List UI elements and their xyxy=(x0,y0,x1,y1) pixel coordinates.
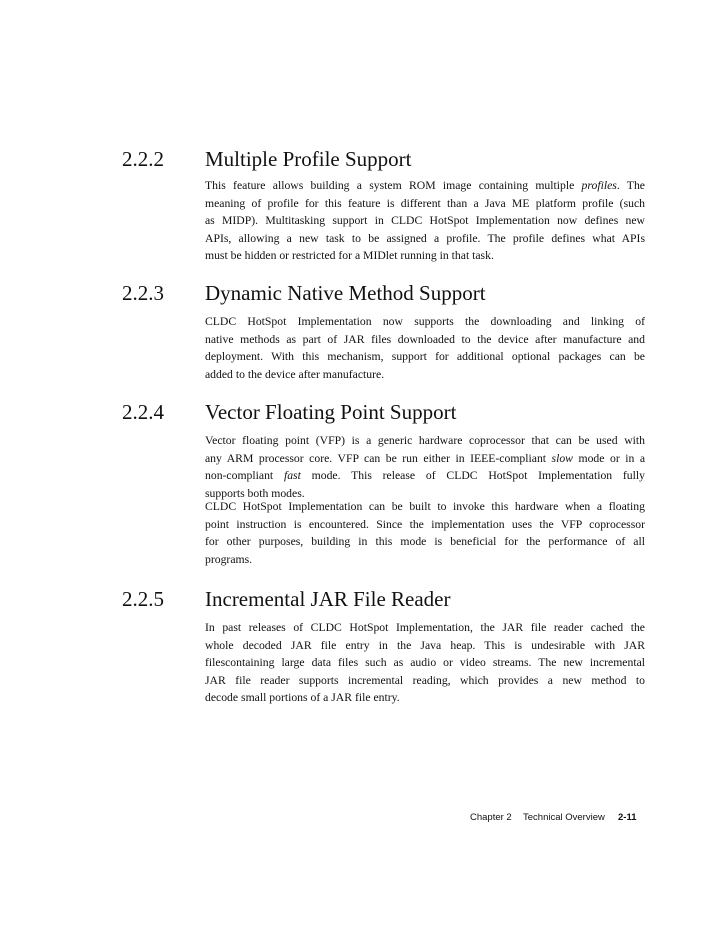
text-line: CLDC HotSpot Implementation can be built to invoke this hardware when a floating xyxy=(205,500,645,513)
page-footer xyxy=(0,810,728,826)
text-line: whole decoded JAR file entry in the Java heap. This is undesirable with JAR xyxy=(205,638,645,652)
section-heading: Vector Floating Point Support xyxy=(205,400,457,424)
text-line: This feature allows building a system ROM image containing multiple profiles. The xyxy=(205,179,645,192)
text-line: point instruction is encountered. Since the implementation uses the VFP coprocessor xyxy=(205,517,645,531)
section-number: 2.2.4 xyxy=(122,400,164,424)
section-paragraph xyxy=(205,619,645,707)
emphasized-term: profiles xyxy=(581,179,617,192)
section-number: 2.2.3 xyxy=(122,281,164,305)
footer-chapter-title: Technical Overview xyxy=(523,812,605,823)
section-paragraph xyxy=(205,432,645,502)
text-line: must be hidden or restricted for a MIDlet running in that task. xyxy=(205,249,494,263)
text-line: for other purposes, building in this mode is beneficial for the performance of all xyxy=(205,535,645,549)
text-line: any ARM processor core. VFP can be run either in IEEE-compliant slow mode or in a xyxy=(205,451,646,465)
text-line: supports both modes. xyxy=(205,486,305,500)
text-line: APIs, allowing a new task to be assigned a profile. The profile defines what APIs xyxy=(205,231,645,245)
emphasized-term: slow xyxy=(551,451,573,465)
section-heading: Multiple Profile Support xyxy=(205,147,412,171)
footer-chapter: Chapter 2 xyxy=(470,812,512,823)
text-line: non-compliant fast mode. This release of CLDC HotSpot Implementation fully xyxy=(205,469,645,483)
section-number: 2.2.5 xyxy=(122,587,164,611)
text-line: JAR file reader supports incremental reading, which provides a new method to xyxy=(205,673,645,687)
section-paragraph xyxy=(205,498,645,568)
text-line: programs. xyxy=(205,552,253,566)
text-line: native methods as part of JAR files downloaded to the device after manufacture and xyxy=(205,332,645,346)
text-line: In past releases of CLDC HotSpot Implementation, the JAR file reader cached the xyxy=(205,621,645,634)
page-number: 2-11 xyxy=(618,812,637,823)
text-line: meaning of profile for this feature is different than a Java ME platform profile (such xyxy=(205,196,645,210)
section-paragraph xyxy=(205,313,645,383)
text-line: decode small portions of a JAR file entry. xyxy=(205,691,400,705)
section-number: 2.2.2 xyxy=(122,147,164,171)
text-line: deployment. With this mechanism, support for additional optional packages can be xyxy=(205,350,645,364)
text-line: added to the device after manufacture. xyxy=(205,367,385,381)
text-line: Vector floating point (VFP) is a generic hardware coprocessor that can be used with xyxy=(205,434,645,447)
section-heading: Incremental JAR File Reader xyxy=(205,587,451,611)
text-line: filescontaining large data files such as audio or video streams. The new incremental xyxy=(205,656,645,670)
text-line: CLDC HotSpot Implementation now supports the downloading and linking of xyxy=(205,315,645,328)
emphasized-term: fast xyxy=(283,469,301,483)
section-heading: Dynamic Native Method Support xyxy=(205,281,486,305)
text-line: as MIDP). Multitasking support in CLDC HotSpot Implementation now defines new xyxy=(205,214,645,228)
section-paragraph xyxy=(205,177,645,265)
